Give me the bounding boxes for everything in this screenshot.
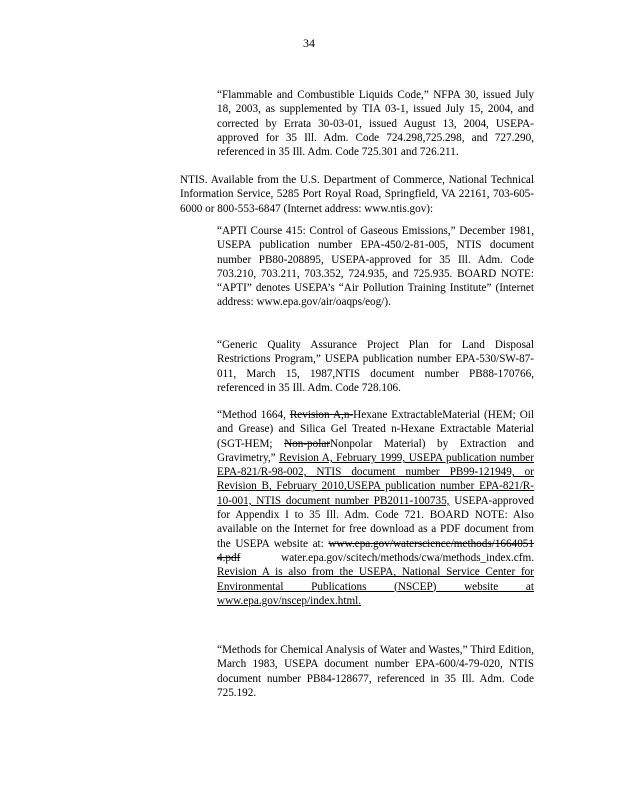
entry-text: Nonpolar Material) by Extraction and Gravimetry,” bbox=[217, 437, 534, 464]
page-number: 34 bbox=[303, 36, 315, 50]
entry-text: “Method 1664, bbox=[217, 409, 290, 421]
entry-text: “APTI Course 415: Control of Gaseous Emissions,” December 1981, USEPA publication number EPA-450/2-81-005, NTIS document number PB80-208895, USEPA-approved for 35 Ill. Adm. Code 703.210, 703.211, 703.352, 724.935, and 725.935. BOARD NOTE: “APTI” denotes USEPA’s “Air Pollution Training Institute” (Internet address: www.epa.gov/air/oaqps/eog/). bbox=[217, 225, 534, 309]
entry-text: “Flammable and Combustible Liquids Code,” NFPA 30, issued July 18, 2003, as supplemented by TIA 03-1, issued July 15, 2004, and corrected by Errata 30-03-01, issued August 13, 2004, USEPA-approved for 35 Ill. Adm. Code 724.298,725.298, and 727.290, referenced in 35 Ill. Adm. Code 725.301 and 726.211. bbox=[217, 89, 534, 159]
deleted-text: www.epa.gov/waterscience/methods/1664051 4.pdf bbox=[217, 537, 534, 564]
entry-generic-qapp bbox=[217, 338, 534, 395]
entry-text: water.epa.gov/scitech/methods/cwa/methods_index.cfm. bbox=[240, 551, 534, 564]
entry-text: “Methods for Chemical Analysis of Water and Wastes,” Third Edition, March 1983, USEPA document number EPA-600/4-79-020, NTIS document number PB84-128677, referenced in 35 Ill. Adm. Code 725.192. bbox=[217, 644, 534, 699]
entry-text: NTIS. Available from the U.S. Department of Commerce, National Technical Information Service, 5285 Port Royal Road, Springfield, VA 22161, 703-605-6000 or 800-553-6847 (Internet address: www.ntis.gov): bbox=[180, 174, 534, 215]
inserted-text: Revision A is also from the USEPA, National Service Center for Environmental Publications (NSCEP) website at www.epa.gov/nscep/index.html. bbox=[217, 566, 534, 607]
entry-apti-course-415 bbox=[217, 224, 534, 310]
entry-text: USEPA-approved for Appendix I to 35 Ill. Adm. Code 721. BOARD NOTE: Also available on the Internet for free download as a PDF document from the USEPA website at: bbox=[217, 494, 534, 550]
entry-methods-chemical-analysis bbox=[217, 643, 534, 700]
entry-text: Hexane ExtractableMaterial (HEM; Oil and Grease) and Silica Gel Treated n-Hexane Extractable Material (SGT-HEM; bbox=[217, 409, 534, 450]
entry-method-1664 bbox=[217, 408, 534, 608]
inserted-text: Revision A, February 1999, USEPA publication number EPA-821/R-98-002, NTIS document number PB99-121949, or Revision B, February 2010,USEPA publication number EPA-821/R-10-001, NTIS document number PB2011-100735, bbox=[217, 451, 534, 507]
deleted-text: Non-polar bbox=[284, 437, 331, 450]
entry-ntis bbox=[180, 173, 534, 216]
entry-nfpa-30 bbox=[217, 88, 534, 159]
deleted-text: Revision A,n- bbox=[289, 409, 354, 421]
entry-text: “Generic Quality Assurance Project Plan for Land Disposal Restrictions Program,” USEPA publication number EPA-530/SW-87-011, March 15, 1987,NTIS document number PB88-170766, referenced in 35 Ill. Adm. Code 728.106. bbox=[217, 339, 534, 394]
